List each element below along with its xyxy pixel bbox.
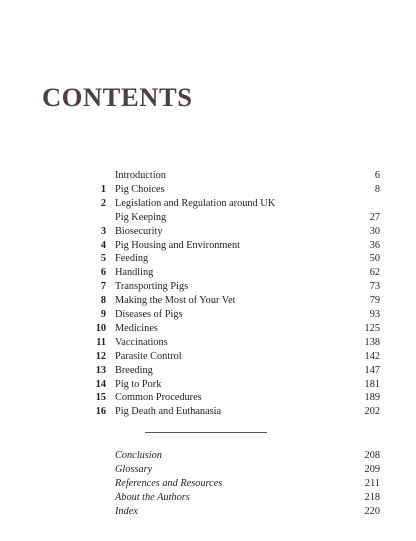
chapter-number: 16 bbox=[95, 406, 106, 418]
entry-title: Transporting Pigs bbox=[115, 281, 189, 293]
back-matter-entry bbox=[0, 505, 416, 519]
toc-entry bbox=[0, 364, 416, 378]
entry-title: References and Resources bbox=[115, 477, 223, 489]
entry-title: Vaccinations bbox=[115, 336, 168, 348]
page-number: 142 bbox=[364, 350, 380, 362]
entry-title: Parasite Control bbox=[115, 350, 182, 362]
chapter-number: 4 bbox=[100, 239, 106, 251]
page-number: 211 bbox=[364, 477, 380, 489]
entry-title: Feeding bbox=[115, 253, 149, 265]
chapter-number: 11 bbox=[96, 336, 106, 348]
entry-title: Legislation and Regulation around UK bbox=[115, 197, 276, 209]
entry-title: Handling bbox=[115, 267, 154, 279]
toc-entry bbox=[0, 391, 416, 405]
chapter-number: 12 bbox=[95, 350, 106, 362]
page-number: 93 bbox=[369, 309, 380, 320]
toc-entry bbox=[0, 169, 416, 183]
toc-entry bbox=[0, 280, 416, 294]
page-number: 209 bbox=[364, 463, 380, 475]
page-number: 50 bbox=[369, 253, 380, 265]
page-number: 125 bbox=[364, 322, 380, 334]
toc-entry bbox=[0, 378, 416, 392]
page-number: 73 bbox=[369, 281, 380, 293]
page-number: 218 bbox=[364, 491, 380, 503]
chapter-number: 8 bbox=[100, 295, 106, 307]
back-matter-entry bbox=[0, 477, 416, 491]
page-number: 202 bbox=[364, 406, 380, 418]
toc-entry bbox=[0, 266, 416, 280]
chapter-number: 9 bbox=[100, 309, 106, 320]
entry-title: Pig Keeping bbox=[115, 211, 167, 223]
entry-title: Introduction bbox=[115, 170, 166, 181]
page-number: 220 bbox=[364, 505, 380, 517]
entry-title: Conclusion bbox=[115, 450, 162, 461]
chapter-number: 5 bbox=[100, 253, 106, 265]
back-matter-entry bbox=[0, 491, 416, 505]
back-matter-entry bbox=[0, 449, 416, 463]
toc-entry bbox=[0, 308, 416, 322]
page-number: 27 bbox=[369, 211, 380, 223]
toc-entry bbox=[0, 225, 416, 239]
back-matter-entry bbox=[0, 463, 416, 477]
chapter-number: 13 bbox=[95, 364, 106, 376]
entry-title: Pig Housing and Environment bbox=[115, 239, 240, 251]
chapter-number: 14 bbox=[95, 378, 106, 390]
entry-title: About the Authors bbox=[115, 491, 190, 503]
toc-entry bbox=[0, 239, 416, 253]
page-number: 138 bbox=[364, 336, 380, 348]
chapter-number: 15 bbox=[95, 392, 106, 404]
page-number: 8 bbox=[374, 183, 380, 195]
page-number: 79 bbox=[369, 295, 380, 307]
toc-entry bbox=[0, 336, 416, 350]
page-title: CONTENTS bbox=[42, 82, 193, 112]
toc-entry bbox=[0, 252, 416, 266]
page-number: 36 bbox=[369, 239, 380, 251]
toc-entry bbox=[0, 405, 416, 419]
page-number: 181 bbox=[364, 378, 380, 390]
entry-title: Common Procedures bbox=[115, 392, 202, 404]
chapter-number: 3 bbox=[100, 225, 106, 237]
entry-title: Medicines bbox=[115, 322, 158, 334]
chapter-number: 7 bbox=[100, 281, 106, 293]
page-number: 6 bbox=[374, 170, 380, 181]
chapter-number: 1 bbox=[100, 183, 106, 195]
entry-title: Pig Death and Euthanasia bbox=[115, 406, 222, 418]
chapter-number: 10 bbox=[95, 322, 106, 334]
entry-title: Glossary bbox=[115, 463, 153, 475]
section-divider bbox=[145, 432, 267, 433]
page-number: 189 bbox=[364, 392, 380, 404]
toc-entry bbox=[0, 294, 416, 308]
chapter-number: 6 bbox=[100, 267, 106, 279]
entry-title: Index bbox=[115, 505, 138, 517]
entry-title: Biosecurity bbox=[115, 225, 163, 237]
toc-entry bbox=[0, 350, 416, 364]
entry-title: Diseases of Pigs bbox=[115, 309, 183, 320]
entry-title: Making the Most of Your Vet bbox=[115, 295, 236, 307]
page-number: 147 bbox=[364, 364, 380, 376]
toc-entry bbox=[0, 197, 416, 211]
page-number: 30 bbox=[369, 225, 380, 237]
toc-entry bbox=[0, 183, 416, 197]
page-number: 62 bbox=[369, 267, 380, 279]
entry-title: Pig to Pork bbox=[115, 378, 162, 390]
chapter-number: 2 bbox=[100, 197, 106, 209]
toc-entry bbox=[0, 211, 416, 225]
entry-title: Breeding bbox=[115, 364, 153, 376]
entry-title: Pig Choices bbox=[115, 183, 165, 195]
toc-entry bbox=[0, 322, 416, 336]
page-number: 208 bbox=[364, 450, 380, 461]
